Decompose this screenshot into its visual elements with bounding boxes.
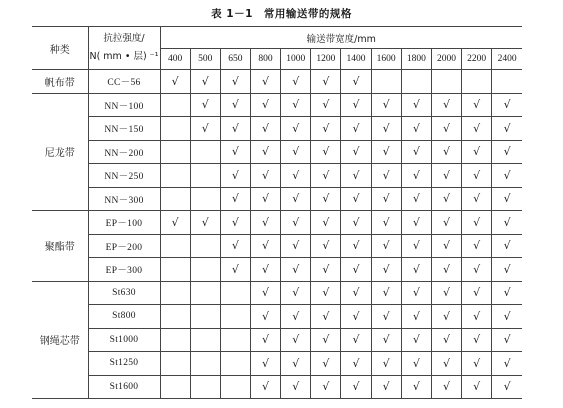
check-mark-cell: √	[311, 234, 341, 258]
empty-cell	[462, 70, 492, 94]
check-mark-cell: √	[250, 258, 280, 282]
check-mark-cell: √	[431, 211, 461, 235]
check-mark-cell: √	[462, 164, 492, 188]
check-mark-cell: √	[281, 375, 311, 399]
check-mark-cell: √	[311, 281, 341, 305]
table-caption: 表 1－1 常用输送带的规格	[211, 8, 352, 20]
check-mark-cell: √	[401, 258, 431, 282]
model-cell: St630	[88, 281, 160, 305]
tensile-strength-header-line2: N( mm • 层) ⁻¹	[89, 51, 159, 62]
model-cell: CC－56	[88, 70, 160, 94]
empty-cell	[190, 352, 220, 376]
check-mark-cell: √	[341, 258, 371, 282]
width-header-cell: 500	[190, 49, 220, 70]
check-mark-cell: √	[341, 328, 371, 352]
check-mark-cell: √	[190, 70, 220, 94]
check-mark-cell: √	[311, 352, 341, 376]
width-header-cell: 1800	[401, 49, 431, 70]
category-cell: 钢绳芯带	[32, 281, 88, 399]
check-mark-cell: √	[401, 164, 431, 188]
check-mark-cell: √	[462, 258, 492, 282]
category-header: 种类	[32, 27, 88, 70]
check-mark-cell: √	[281, 328, 311, 352]
check-mark-cell: √	[401, 352, 431, 376]
empty-cell	[190, 187, 220, 211]
model-cell: St800	[88, 305, 160, 329]
check-mark-cell: √	[311, 328, 341, 352]
empty-cell	[160, 234, 190, 258]
check-mark-cell: √	[311, 305, 341, 329]
check-mark-cell: √	[431, 305, 461, 329]
check-mark-cell: √	[431, 164, 461, 188]
empty-cell	[160, 140, 190, 164]
model-cell: NN－150	[88, 117, 160, 141]
check-mark-cell: √	[341, 281, 371, 305]
table-row	[32, 164, 522, 188]
check-mark-cell: √	[160, 211, 190, 235]
empty-cell	[371, 70, 401, 94]
model-cell: NN－200	[88, 140, 160, 164]
check-mark-cell: √	[220, 117, 250, 141]
check-mark-cell: √	[341, 211, 371, 235]
empty-cell	[190, 164, 220, 188]
check-mark-cell: √	[250, 234, 280, 258]
check-mark-cell: √	[371, 211, 401, 235]
check-mark-cell: √	[220, 93, 250, 117]
width-header-cell: 2400	[492, 49, 522, 70]
check-mark-cell: √	[281, 234, 311, 258]
check-mark-cell: √	[401, 187, 431, 211]
check-mark-cell: √	[371, 258, 401, 282]
check-mark-cell: √	[281, 281, 311, 305]
model-cell: NN－300	[88, 187, 160, 211]
check-mark-cell: √	[371, 117, 401, 141]
empty-cell	[160, 281, 190, 305]
check-mark-cell: √	[401, 328, 431, 352]
empty-cell	[190, 375, 220, 399]
check-mark-cell: √	[220, 258, 250, 282]
check-mark-cell: √	[281, 352, 311, 376]
belt-width-header: 输送带宽度/mm	[160, 27, 522, 49]
check-mark-cell: √	[281, 70, 311, 94]
width-header-cell: 1400	[341, 49, 371, 70]
check-mark-cell: √	[281, 164, 311, 188]
check-mark-cell: √	[341, 305, 371, 329]
category-cell: 帆布带	[32, 70, 88, 94]
check-mark-cell: √	[311, 211, 341, 235]
check-mark-cell: √	[220, 211, 250, 235]
check-mark-cell: √	[492, 187, 522, 211]
check-mark-cell: √	[492, 234, 522, 258]
table-row	[32, 328, 522, 352]
check-mark-cell: √	[311, 70, 341, 94]
check-mark-cell: √	[401, 117, 431, 141]
width-header-cell: 1600	[371, 49, 401, 70]
empty-cell	[160, 258, 190, 282]
check-mark-cell: √	[250, 164, 280, 188]
check-mark-cell: √	[431, 140, 461, 164]
width-header-cell: 2200	[462, 49, 492, 70]
check-mark-cell: √	[281, 305, 311, 329]
check-mark-cell: √	[160, 70, 190, 94]
check-mark-cell: √	[462, 328, 492, 352]
model-cell: St1250	[88, 352, 160, 376]
model-cell: St1600	[88, 375, 160, 399]
check-mark-cell: √	[462, 93, 492, 117]
model-cell: NN－250	[88, 164, 160, 188]
empty-cell	[190, 140, 220, 164]
check-mark-cell: √	[371, 328, 401, 352]
check-mark-cell: √	[492, 117, 522, 141]
check-mark-cell: √	[250, 281, 280, 305]
check-mark-cell: √	[281, 140, 311, 164]
check-mark-cell: √	[431, 375, 461, 399]
check-mark-cell: √	[250, 352, 280, 376]
check-mark-cell: √	[250, 117, 280, 141]
check-mark-cell: √	[190, 211, 220, 235]
model-cell: St1000	[88, 328, 160, 352]
width-header-cell: 1200	[311, 49, 341, 70]
table-row	[32, 93, 522, 117]
empty-cell	[190, 305, 220, 329]
check-mark-cell: √	[431, 352, 461, 376]
check-mark-cell: √	[190, 93, 220, 117]
check-mark-cell: √	[462, 305, 492, 329]
check-mark-cell: √	[401, 140, 431, 164]
check-mark-cell: √	[250, 375, 280, 399]
check-mark-cell: √	[492, 258, 522, 282]
model-cell: EP－200	[88, 234, 160, 258]
check-mark-cell: √	[492, 305, 522, 329]
spec-table-body	[32, 70, 522, 399]
check-mark-cell: √	[462, 375, 492, 399]
check-mark-cell: √	[341, 375, 371, 399]
width-header-cell: 650	[220, 49, 250, 70]
check-mark-cell: √	[492, 328, 522, 352]
table-row	[32, 352, 522, 376]
check-mark-cell: √	[401, 234, 431, 258]
check-mark-cell: √	[281, 211, 311, 235]
check-mark-cell: √	[311, 375, 341, 399]
check-mark-cell: √	[492, 140, 522, 164]
check-mark-cell: √	[311, 93, 341, 117]
check-mark-cell: √	[341, 70, 371, 94]
check-mark-cell: √	[401, 93, 431, 117]
check-mark-cell: √	[190, 117, 220, 141]
empty-cell	[190, 281, 220, 305]
empty-cell	[431, 70, 461, 94]
empty-cell	[160, 328, 190, 352]
check-mark-cell: √	[220, 187, 250, 211]
check-mark-cell: √	[250, 93, 280, 117]
table-row	[32, 140, 522, 164]
check-mark-cell: √	[371, 375, 401, 399]
table-row	[32, 234, 522, 258]
check-mark-cell: √	[462, 187, 492, 211]
check-mark-cell: √	[341, 234, 371, 258]
check-mark-cell: √	[431, 328, 461, 352]
conveyor-belt-spec-table	[32, 26, 522, 399]
check-mark-cell: √	[250, 328, 280, 352]
check-mark-cell: √	[492, 164, 522, 188]
check-mark-cell: √	[371, 234, 401, 258]
check-mark-cell: √	[431, 258, 461, 282]
check-mark-cell: √	[431, 93, 461, 117]
empty-cell	[160, 164, 190, 188]
check-mark-cell: √	[401, 375, 431, 399]
check-mark-cell: √	[371, 187, 401, 211]
check-mark-cell: √	[401, 281, 431, 305]
table-row	[32, 187, 522, 211]
check-mark-cell: √	[462, 234, 492, 258]
empty-cell	[220, 305, 250, 329]
check-mark-cell: √	[492, 211, 522, 235]
check-mark-cell: √	[371, 164, 401, 188]
width-header-cell: 1000	[281, 49, 311, 70]
check-mark-cell: √	[281, 93, 311, 117]
width-header-cell: 400	[160, 49, 190, 70]
check-mark-cell: √	[401, 211, 431, 235]
check-mark-cell: √	[431, 281, 461, 305]
empty-cell	[401, 70, 431, 94]
empty-cell	[492, 70, 522, 94]
check-mark-cell: √	[371, 93, 401, 117]
table-row	[32, 258, 522, 282]
check-mark-cell: √	[371, 305, 401, 329]
check-mark-cell: √	[492, 93, 522, 117]
model-cell: EP－100	[88, 211, 160, 235]
check-mark-cell: √	[341, 164, 371, 188]
check-mark-cell: √	[311, 117, 341, 141]
check-mark-cell: √	[220, 164, 250, 188]
table-row	[32, 305, 522, 329]
check-mark-cell: √	[250, 70, 280, 94]
check-mark-cell: √	[311, 187, 341, 211]
check-mark-cell: √	[281, 258, 311, 282]
model-cell: NN－100	[88, 93, 160, 117]
check-mark-cell: √	[431, 117, 461, 141]
empty-cell	[220, 328, 250, 352]
check-mark-cell: √	[462, 352, 492, 376]
tensile-strength-header-line1: 抗拉强度/	[103, 33, 145, 44]
check-mark-cell: √	[250, 211, 280, 235]
check-mark-cell: √	[311, 258, 341, 282]
empty-cell	[220, 281, 250, 305]
width-header-cell: 2000	[431, 49, 461, 70]
table-row	[32, 117, 522, 141]
category-cell: 尼龙带	[32, 93, 88, 211]
table-row	[32, 70, 522, 94]
table-row	[32, 281, 522, 305]
table-row	[32, 211, 522, 235]
check-mark-cell: √	[341, 187, 371, 211]
empty-cell	[190, 234, 220, 258]
check-mark-cell: √	[371, 140, 401, 164]
category-cell: 聚酯带	[32, 211, 88, 282]
tensile-strength-header	[88, 27, 160, 70]
check-mark-cell: √	[311, 164, 341, 188]
check-mark-cell: √	[371, 281, 401, 305]
empty-cell	[160, 352, 190, 376]
check-mark-cell: √	[492, 375, 522, 399]
check-mark-cell: √	[401, 305, 431, 329]
empty-cell	[160, 375, 190, 399]
empty-cell	[160, 305, 190, 329]
check-mark-cell: √	[462, 140, 492, 164]
empty-cell	[160, 93, 190, 117]
empty-cell	[220, 352, 250, 376]
check-mark-cell: √	[371, 352, 401, 376]
check-mark-cell: √	[341, 352, 371, 376]
check-mark-cell: √	[220, 70, 250, 94]
empty-cell	[220, 375, 250, 399]
check-mark-cell: √	[492, 281, 522, 305]
width-header-cell: 800	[250, 49, 280, 70]
empty-cell	[190, 328, 220, 352]
check-mark-cell: √	[281, 187, 311, 211]
check-mark-cell: √	[462, 281, 492, 305]
check-mark-cell: √	[431, 187, 461, 211]
check-mark-cell: √	[250, 187, 280, 211]
check-mark-cell: √	[341, 93, 371, 117]
check-mark-cell: √	[220, 234, 250, 258]
model-cell: EP－300	[88, 258, 160, 282]
empty-cell	[160, 187, 190, 211]
check-mark-cell: √	[341, 117, 371, 141]
check-mark-cell: √	[250, 140, 280, 164]
check-mark-cell: √	[462, 211, 492, 235]
table-row	[32, 375, 522, 399]
check-mark-cell: √	[492, 352, 522, 376]
check-mark-cell: √	[462, 117, 492, 141]
empty-cell	[160, 117, 190, 141]
check-mark-cell: √	[311, 140, 341, 164]
check-mark-cell: √	[220, 140, 250, 164]
empty-cell	[190, 258, 220, 282]
check-mark-cell: √	[431, 234, 461, 258]
check-mark-cell: √	[341, 140, 371, 164]
check-mark-cell: √	[250, 305, 280, 329]
check-mark-cell: √	[281, 117, 311, 141]
